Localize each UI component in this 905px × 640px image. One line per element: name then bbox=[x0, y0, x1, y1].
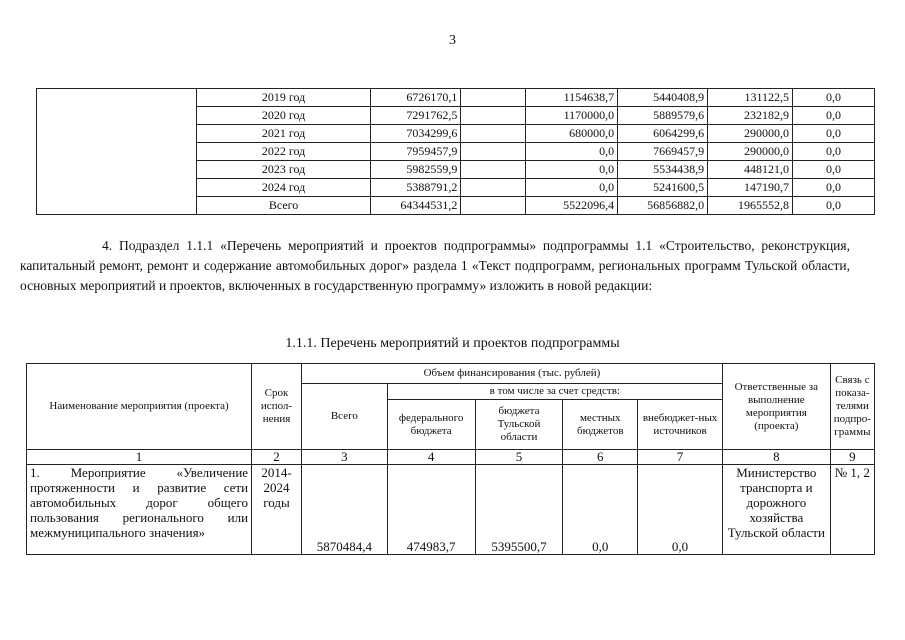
table-cell bbox=[461, 143, 526, 161]
table-cell: 448121,0 bbox=[708, 161, 793, 179]
activity-link: № 1, 2 bbox=[830, 465, 874, 555]
table-cell: 0,0 bbox=[793, 197, 875, 215]
column-number: 7 bbox=[638, 450, 723, 465]
table-cell bbox=[461, 125, 526, 143]
activity-extra: 0,0 bbox=[638, 465, 723, 555]
table-row bbox=[27, 465, 875, 555]
table-cell bbox=[461, 107, 526, 125]
table-cell: 2021 год bbox=[196, 125, 371, 143]
table-cell: 5241600,5 bbox=[618, 179, 708, 197]
table-cell: 0,0 bbox=[793, 125, 875, 143]
blank-cell bbox=[37, 89, 197, 215]
page-number: 3 bbox=[449, 33, 456, 48]
amendment-paragraph: 4. Подраздел 1.1.1 «Перечень мероприятий и проектов подпрограммы» подпрограммы 1.1 «Строительство, реконструкция, капитальный ремонт, ремонт и содержание автомобильных дорог» раздела 1 «Текст подпрограмм, региональных программ Тульской области, основных мероприятий и проектов, включенных в государственную программу» изложить в новой редакции: bbox=[20, 238, 850, 293]
table-cell: 7291762,5 bbox=[371, 107, 461, 125]
header-including: в том числе за счет средств: bbox=[387, 384, 722, 400]
table-cell: 232182,9 bbox=[708, 107, 793, 125]
header-local: местных бюджетов bbox=[563, 400, 638, 450]
table-cell bbox=[461, 89, 526, 107]
activity-local: 0,0 bbox=[563, 465, 638, 555]
header-responsible: Ответственные за выполнение мероприятия (проекта) bbox=[722, 364, 830, 450]
table-cell: 680000,0 bbox=[526, 125, 618, 143]
column-number: 6 bbox=[563, 450, 638, 465]
table-cell: 7959457,9 bbox=[371, 143, 461, 161]
activity-total: 5870484,4 bbox=[301, 465, 387, 555]
table-cell: 0,0 bbox=[526, 143, 618, 161]
table-cell: 5522096,4 bbox=[526, 197, 618, 215]
header-link: Связь с показа-телями подпро-граммы bbox=[830, 364, 874, 450]
activities-table bbox=[26, 363, 875, 555]
table-cell bbox=[461, 197, 526, 215]
header-total: Всего bbox=[301, 384, 387, 450]
column-number: 2 bbox=[252, 450, 302, 465]
table-cell: 64344531,2 bbox=[371, 197, 461, 215]
table-cell: 2023 год bbox=[196, 161, 371, 179]
column-number: 3 bbox=[301, 450, 387, 465]
column-number: 8 bbox=[722, 450, 830, 465]
table-cell bbox=[461, 179, 526, 197]
table-cell: 6064299,6 bbox=[618, 125, 708, 143]
table-cell: 5388791,2 bbox=[371, 179, 461, 197]
table-cell: 0,0 bbox=[526, 161, 618, 179]
activity-regional: 5395500,7 bbox=[475, 465, 563, 555]
column-number: 9 bbox=[830, 450, 874, 465]
table-cell: 0,0 bbox=[793, 179, 875, 197]
column-number: 5 bbox=[475, 450, 563, 465]
table-cell: 0,0 bbox=[526, 179, 618, 197]
header-term: Срок испол-нения bbox=[252, 364, 302, 450]
activity-responsible: Министерство транспорта и дорожного хозяйства Тульской области bbox=[722, 465, 830, 555]
table-cell bbox=[461, 161, 526, 179]
table-cell: 0,0 bbox=[793, 161, 875, 179]
activity-term: 2014-2024 годы bbox=[252, 465, 302, 555]
table-cell: 0,0 bbox=[793, 143, 875, 161]
table-cell: 1965552,8 bbox=[708, 197, 793, 215]
table-cell: 2024 год bbox=[196, 179, 371, 197]
header-volume: Объем финансирования (тыс. рублей) bbox=[301, 364, 722, 384]
table-cell: 0,0 bbox=[793, 107, 875, 125]
activity-federal: 474983,7 bbox=[387, 465, 475, 555]
column-number: 1 bbox=[27, 450, 252, 465]
activity-name: 1. Мероприятие «Увеличение протяженности и развитие сети автомобильных дорог общего пользования регионального или межмуниципального значения» bbox=[27, 465, 252, 555]
table-cell: 5982559,9 bbox=[371, 161, 461, 179]
table-cell: 1170000,0 bbox=[526, 107, 618, 125]
table-cell: 7034299,6 bbox=[371, 125, 461, 143]
table-cell: 131122,5 bbox=[708, 89, 793, 107]
section-subtitle: 1.1.1. Перечень мероприятий и проектов подпрограммы bbox=[285, 336, 620, 351]
table-cell: 1154638,7 bbox=[526, 89, 618, 107]
table-cell: 2020 год bbox=[196, 107, 371, 125]
table-row bbox=[37, 89, 875, 107]
header-name: Наименование мероприятия (проекта) bbox=[27, 364, 252, 450]
table-cell: 7669457,9 bbox=[618, 143, 708, 161]
header-extra: внебюджет-ных источников bbox=[638, 400, 723, 450]
table-cell: 147190,7 bbox=[708, 179, 793, 197]
table-cell: 2022 год bbox=[196, 143, 371, 161]
table-cell: 2019 год bbox=[196, 89, 371, 107]
table-cell: 0,0 bbox=[793, 89, 875, 107]
table-cell: 5534438,9 bbox=[618, 161, 708, 179]
header-federal: федерального бюджета bbox=[387, 400, 475, 450]
financing-by-year-table bbox=[36, 88, 875, 215]
table-cell: 290000,0 bbox=[708, 143, 793, 161]
table-cell: 290000,0 bbox=[708, 125, 793, 143]
table-cell: Всего bbox=[196, 197, 371, 215]
column-number: 4 bbox=[387, 450, 475, 465]
column-numbers-row bbox=[27, 450, 875, 465]
table-cell: 56856882,0 bbox=[618, 197, 708, 215]
table-cell: 5440408,9 bbox=[618, 89, 708, 107]
table-cell: 6726170,1 bbox=[371, 89, 461, 107]
header-regional: бюджета Тульской области bbox=[475, 400, 563, 450]
table-cell: 5889579,6 bbox=[618, 107, 708, 125]
